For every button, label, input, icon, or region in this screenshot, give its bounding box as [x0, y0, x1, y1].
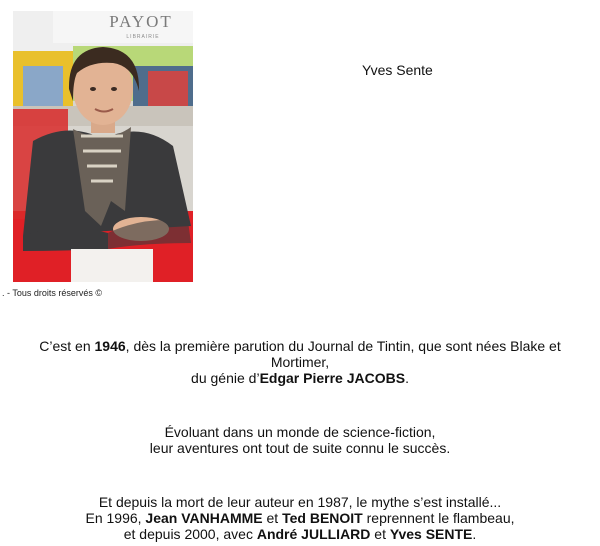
- paragraph-origin: [0, 338, 600, 386]
- text-fragment: .: [472, 526, 477, 542]
- highlight-name: Edgar Pierre JACOBS: [259, 370, 406, 386]
- paragraph-line: [0, 526, 600, 542]
- highlight-year: 1946: [94, 338, 126, 354]
- text-fragment: .: [405, 370, 409, 386]
- highlight-name: Jean VANHAMME: [145, 510, 263, 526]
- store-sign-sub: LIBRAIRIE: [126, 34, 160, 40]
- paragraph-line: [0, 370, 600, 386]
- paragraph-line: [0, 510, 600, 526]
- text-fragment: C’est en: [39, 338, 95, 354]
- author-name: Yves Sente: [362, 62, 433, 78]
- paragraph-line: Mortimer,: [270, 354, 330, 370]
- paragraph-line: Évoluant dans un monde de science-fiction,: [164, 424, 436, 440]
- paragraph-line: leur aventures ont tout de suite connu le succès.: [149, 440, 451, 456]
- text-fragment: et: [262, 510, 283, 526]
- author-photo: [13, 11, 193, 282]
- highlight-name: André JULLIARD: [256, 526, 371, 542]
- highlight-name: Ted BENOIT: [282, 510, 363, 526]
- text-fragment: , dès la première parution du Journal de Tintin, que sont nées Blake et: [125, 338, 561, 354]
- paragraph-line: [0, 338, 600, 354]
- store-sign: PAYOT: [109, 12, 173, 31]
- text-fragment: reprennent le flambeau,: [362, 510, 515, 526]
- photo-caption: . - Tous droits réservés ©: [2, 288, 102, 298]
- highlight-name: Yves SENTE: [389, 526, 473, 542]
- paragraph-genre: [0, 424, 600, 456]
- text-fragment: En 1996,: [85, 510, 146, 526]
- text-fragment: et depuis 2000, avec: [123, 526, 257, 542]
- paragraph-line: Et depuis la mort de leur auteur en 1987, le mythe s’est installé...: [98, 494, 502, 510]
- author-photo-illustration: [13, 11, 193, 282]
- paragraph-legacy: [0, 494, 600, 542]
- text-fragment: du génie d’: [191, 370, 260, 386]
- text-fragment: et: [370, 526, 390, 542]
